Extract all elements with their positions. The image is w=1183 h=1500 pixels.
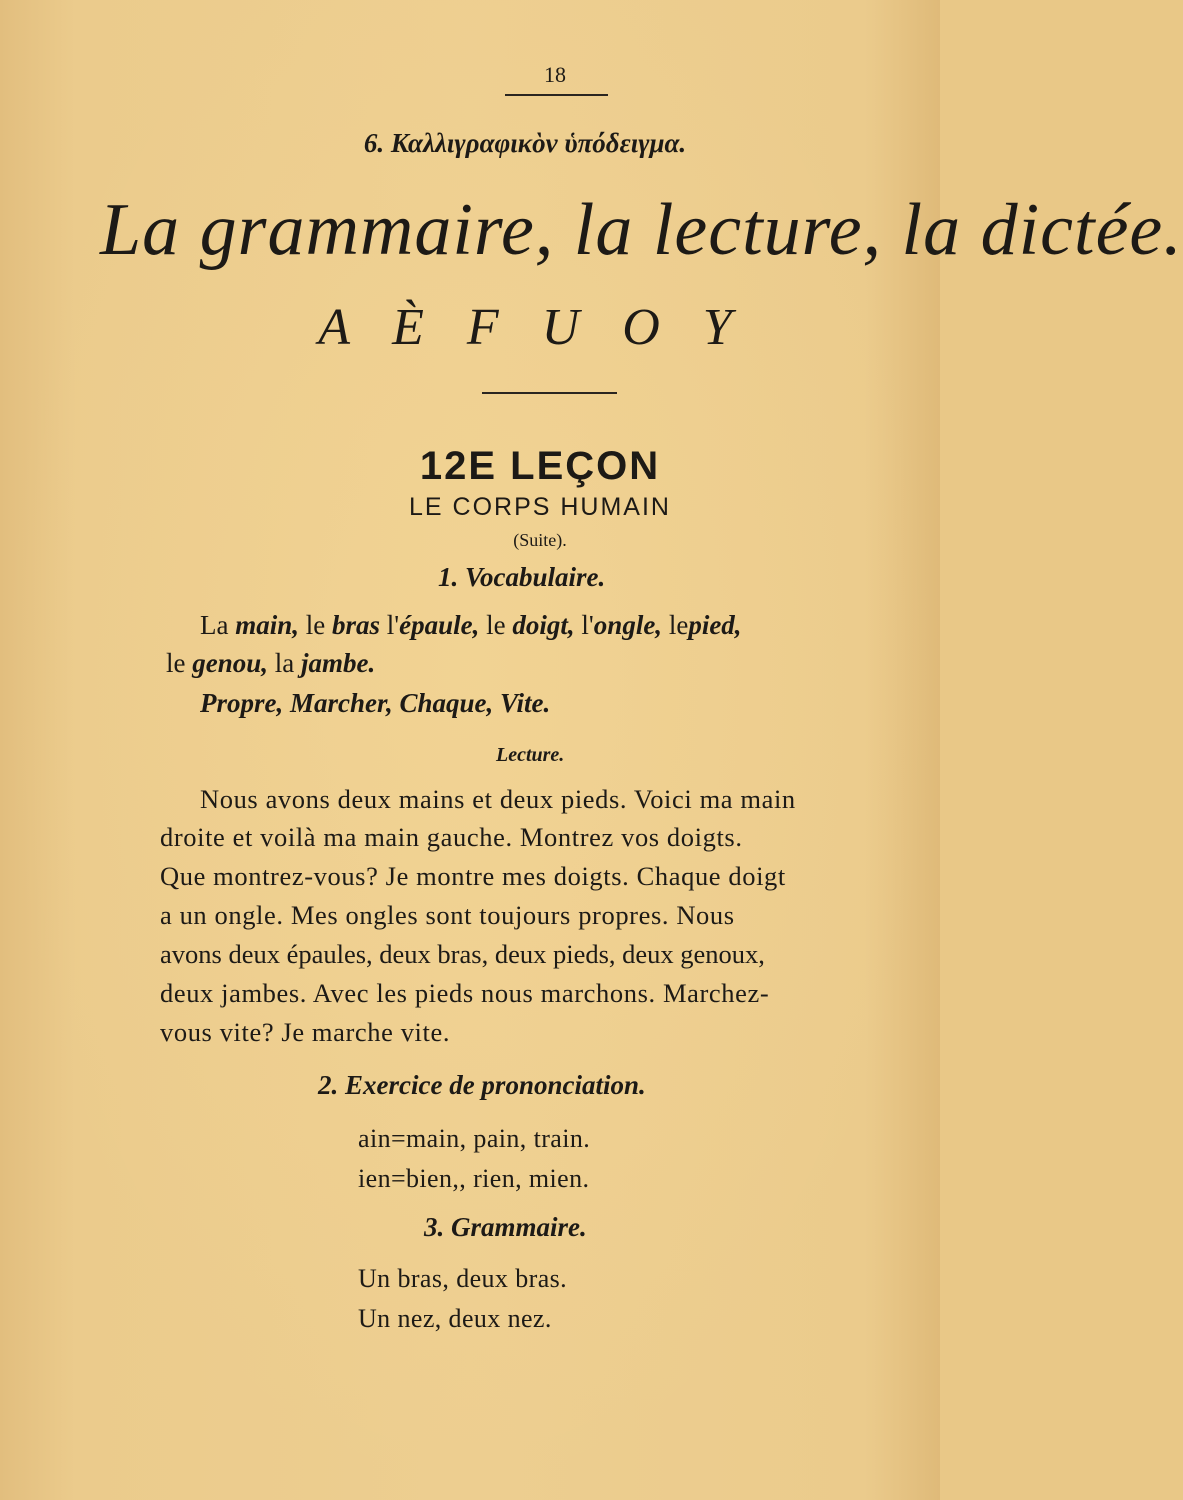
lecture-line: deux jambes. Avec les pieds nous marchons. Marchez- [160, 978, 770, 1008]
greek-heading: 6. Καλλιγραφικὸν ὑπόδειγμα. [363, 128, 687, 158]
vocab-word: bras [332, 610, 381, 640]
prononciation-line: ain=main, pain, train. [358, 1124, 591, 1153]
vocab-word: le [305, 610, 326, 640]
vocab-word: doigt, [512, 610, 575, 640]
vocab-word: le [668, 610, 689, 640]
vocab-word: La [200, 610, 229, 640]
vocabulaire-adjectives-line: Propre, Marcher, Chaque, Vite. [200, 688, 551, 718]
vocab-word: pied, [688, 610, 742, 640]
vocab-word: jambe. [301, 648, 376, 678]
vocab-word: ongle, [593, 610, 663, 640]
vocabulaire-heading: 1. Vocabulaire. [438, 562, 606, 592]
lesson-suite-note: (Suite). [513, 530, 567, 550]
vocab-word: la [274, 648, 295, 678]
vocab-word: l' [581, 610, 594, 640]
page-number-rule [505, 94, 608, 96]
lecture-heading: Lecture. [496, 744, 565, 766]
vocabulaire-line [200, 610, 742, 641]
lesson-title: 12E LEÇON [419, 444, 661, 488]
vocab-word: le [166, 648, 186, 678]
lesson-subtitle: LE CORPS HUMAIN [409, 493, 671, 521]
vocab-word: genou, [192, 648, 269, 678]
vocab-word: main, [235, 610, 300, 640]
vocabulaire-line [166, 648, 375, 679]
page-number: 18 [544, 62, 566, 87]
lecture-line: Que montrez-vous? Je montre mes doigts. Chaque doigt [160, 861, 786, 891]
calligraphy-script-line: La grammaire, la lecture, la dictée. [100, 189, 1183, 271]
divider-rule [482, 392, 617, 394]
grammaire-heading: 3. Grammaire. [424, 1212, 587, 1242]
lecture-line: Nous avons deux mains et deux pieds. Voici ma main [200, 784, 796, 814]
vocab-word: l' [386, 610, 400, 640]
lecture-line: a un ongle. Mes ongles sont toujours propres. Nous [160, 900, 735, 930]
grammaire-line: Un nez, deux nez. [358, 1304, 552, 1333]
lecture-line: avons deux épaules, deux bras, deux pieds, deux genoux, [160, 939, 765, 969]
lecture-line: droite et voilà ma main gauche. Montrez vos doigts. [160, 822, 743, 852]
calligraphy-capitals: A È F U O Y [318, 299, 732, 356]
grammaire-line: Un bras, deux bras. [358, 1264, 568, 1293]
prononciation-line: ien=bien,, rien, mien. [358, 1164, 590, 1193]
lecture-line: vous vite? Je marche vite. [160, 1017, 451, 1047]
vocab-word: le [486, 610, 506, 640]
prononciation-heading: 2. Exercice de prononciation. [318, 1070, 646, 1100]
vocab-word: épaule, [399, 610, 480, 640]
